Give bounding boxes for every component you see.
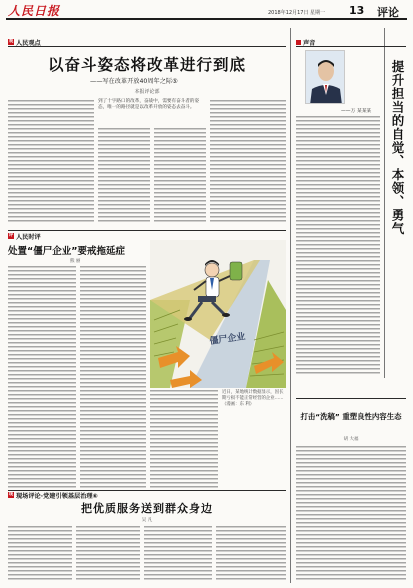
third-headline: 把优质服务送到群众身边 bbox=[81, 502, 213, 515]
main-body-col4 bbox=[210, 100, 286, 224]
section-rule bbox=[296, 398, 406, 399]
section-rule bbox=[296, 46, 406, 47]
masthead bbox=[6, 2, 407, 20]
main-body-col1 bbox=[8, 100, 94, 224]
newspaper-logo: 人民日报 bbox=[8, 4, 61, 18]
main-subtitle: ——写在改革开放40周年之际⑤ bbox=[90, 78, 178, 85]
column-tag-voice: 声音 bbox=[296, 38, 315, 46]
second-body-col1 bbox=[8, 266, 76, 488]
column-divider-right bbox=[384, 28, 385, 378]
column-tag-field-commentary: 现 现场评论·党建引领基层治理⑥ bbox=[8, 492, 98, 500]
sub-body bbox=[296, 446, 406, 582]
main-body-col2 bbox=[98, 128, 150, 224]
second-body-col3 bbox=[150, 390, 218, 488]
third-body-col2 bbox=[76, 526, 140, 582]
cartoon-sign-text: 僵尸企业 bbox=[209, 332, 247, 347]
section-rule bbox=[8, 230, 286, 231]
voice-body bbox=[296, 116, 380, 376]
voice-author-name: ——万 某某某 bbox=[341, 109, 372, 114]
dateline: 2018年12月17日 星期一 bbox=[268, 10, 326, 16]
third-body-col4 bbox=[216, 526, 286, 582]
column-divider bbox=[290, 28, 291, 583]
section-rule bbox=[8, 46, 286, 47]
author-portrait bbox=[305, 50, 345, 104]
column-tag-people-view: 观 人民观点 bbox=[8, 39, 41, 47]
second-headline: 处置“僵尸企业”要戒拖延症 bbox=[8, 246, 125, 257]
main-headline: 以奋斗姿态将改革进行到底 bbox=[47, 55, 246, 74]
main-byline: 本报评论部 bbox=[134, 89, 160, 95]
second-body-col2 bbox=[80, 266, 146, 488]
second-byline: 熊 丽 bbox=[70, 259, 81, 264]
voice-vertical-headline: 提升担当的自觉、本领、勇气 bbox=[390, 60, 405, 236]
main-body-col3 bbox=[154, 128, 206, 224]
page-number: 13 bbox=[349, 4, 365, 17]
editorial-cartoon bbox=[150, 240, 286, 388]
sub-headline: 打击“洗稿” 重塑良性内容生态 bbox=[300, 412, 402, 421]
third-body-col1 bbox=[8, 526, 72, 582]
column-tag-people-commentary: 评 人民时评 bbox=[8, 233, 41, 241]
sub-byline: 胡 大福 bbox=[343, 437, 359, 442]
third-body-col3 bbox=[144, 526, 212, 582]
section-name: 评论 bbox=[377, 6, 399, 19]
cartoon-caption: 近日，某地统计数据显示，因长期亏损不能正常经营的企业……（漫画：东 利） bbox=[222, 390, 284, 407]
main-lead: 到了十字路口的改革，奋战中，需要有奋斗者的姿态，唯一的路径就是以改革开放的姿态去奋斗。 bbox=[98, 99, 200, 110]
third-byline: 吴 凡 bbox=[141, 518, 153, 523]
